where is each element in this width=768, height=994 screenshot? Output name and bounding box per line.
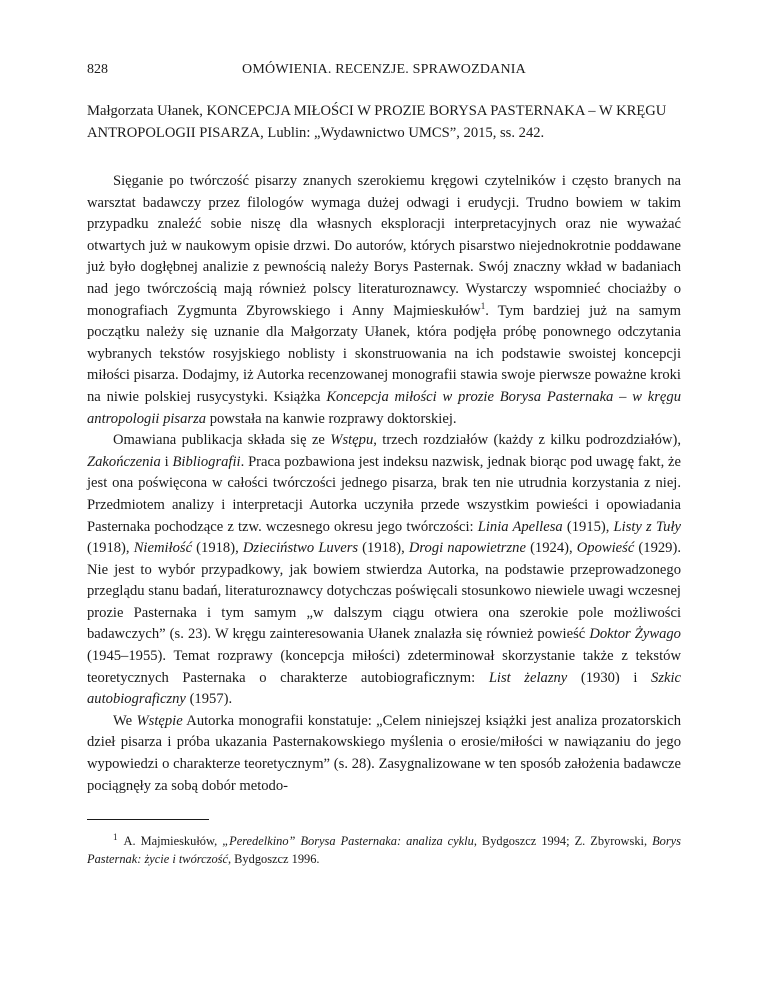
footnote-1: $^1$ A. Majmieskułów, „Peredelkino” Borysa Pasternaka: analiza cyklu, Bydgoszcz 1994; Z. Zbyrowski, Borys Pasternak: życie i twórczość, Bydgoszcz 1996. <box>87 832 681 867</box>
reviewed-title: KONCEPCJA MIŁOŚCI W PROZIE BORYSA PASTERNAKA – W KRĘGU ANTROPOLOGII PISARZA <box>87 103 667 141</box>
journal-page <box>87 62 681 868</box>
publication-info: Lublin: „Wydawnictwo UMCS”, 2015, ss. 242. <box>267 124 545 141</box>
page-number: 828 <box>87 62 108 77</box>
reviewed-author: Małgorzata Ułanek <box>87 103 200 119</box>
running-head <box>87 62 681 82</box>
footnote-mark: 1 <box>113 832 118 843</box>
section-title: OMÓWIENIA. RECENZJE. SPRAWOZDANIA <box>242 62 526 77</box>
paragraph-1: Sięganie po twórczość pisarzy znanych szerokiemu kręgowi czytelników i często branych na warsztat badawczy przez filologów wymaga dużej odwagi i erudycji. Trudno bowiem w takim przypadku znaleźć sobie niszę dla własnych eksploracji interpretacyjnych oraz nie wyważać otwartych już w naukowym opisie drzwi. Do autorów, których pisarstwo niejednokrotnie poddawane już było dogłębnej analizie z pewnością należy Borys Pasternak. Swój znaczny wkład w badaniach nad jego twórczością mają również polscy literaturoznawcy. Wystarczy wspomnieć chociażby o monografiach Zygmunta Zbyrowskiego i Anny Majmieskułów$^1$. Tym bardziej już na samym początku należy się uznanie dla Małgorzaty Ułanek, która podjęła próbę ponownego odczytania wybranych tekstów rosyjskiego noblisty i skonstruowania na ich podstawie swoistej koncepcji miłości pisarza. Dodajmy, iż Autorka recenzowanej monografii stawia swoje pierwsze poważne kroki na niwie polskiej rusycystyki. Książka Koncepcja miłości w prozie Borysa Pasternaka – w kręgu antropologii pisarza powstała na kanwie rozprawy doktorskiej. <box>87 173 681 427</box>
footnote-divider <box>87 819 209 820</box>
footnote-reference[interactable]: 1 <box>480 300 486 311</box>
paragraph-3: We Wstępie Autorka monografii konstatuje: „Celem niniejszej książki jest analiza prozatorskich dzieł pisarza i próba ukazania Pasternakowskiego myślenia o erosie/miłości w nawiązaniu do jego wypowiedzi o charakterze teoretycznym” (s. 28). Zasygnalizowane w ten sposób założenia badawcze pociągnęły za sobą dobór metodo- <box>87 712 682 794</box>
paragraph-2: Omawiana publikacja składa się ze Wstępu, trzech rozdziałów (każdy z kilku podrozdziałów), Zakończenia i Bibliografii. Praca pozbawiona jest indeksu nazwisk, jednak biorąc pod uwagę fakt, że jest ona poświęcona w całości twórczości jednego pisarza, brak ten nie utrudnia korzystania z niej. Przedmiotem analizy i interpretacji Autorka uczyniła przede wszystkim powieści i opowiadania Pasternaka pochodzące z tzw. wczesnego okresu jego twórczości: Linia Apellesa (1915), Listy z Tuły (1918), Niemiłość (1918), Dzieciństwo Luvers (1918), Drogi napowietrzne (1924), Opowieść (1929). Nie jest to wybór przypadkowy, jak bowiem stwierdza Autorka, na podstawie przeprowadzonego przeglądu stanu badań, literaturoznawcy dotychczas poświęcali stosunkowo niewiele uwagi wczesnej prozie Pasternaka i tym samym „w dalszym ciągu otwiera ona szerokie pole możliwości badawczych” (s. 23). W kręgu zainteresowania Ułanek znalazła się również powieść Doktor Żywago (1945–1955). Temat rozprawy (koncepcja miłości) zdeterminował skorzystanie także z tekstów teoretycznych Pasternaka o charakterze autobiograficznym: List żelazny (1930) i Szkic autobiograficzny (1957). <box>87 432 682 708</box>
bibliographic-entry: Małgorzata Ułanek, KONCEPCJA MIŁOŚCI W PROZIE BORYSA PASTERNAKA – W KRĘGU ANTROPOLOGII PISARZA, Lublin: „Wydawnictwo UMCS”, 2015, ss. 242. <box>87 103 667 141</box>
review-body <box>87 171 681 797</box>
book-title: Koncepcja miłości w prozie Borysa Pasternaka – w kręgu antropologii pisarza <box>87 388 681 427</box>
